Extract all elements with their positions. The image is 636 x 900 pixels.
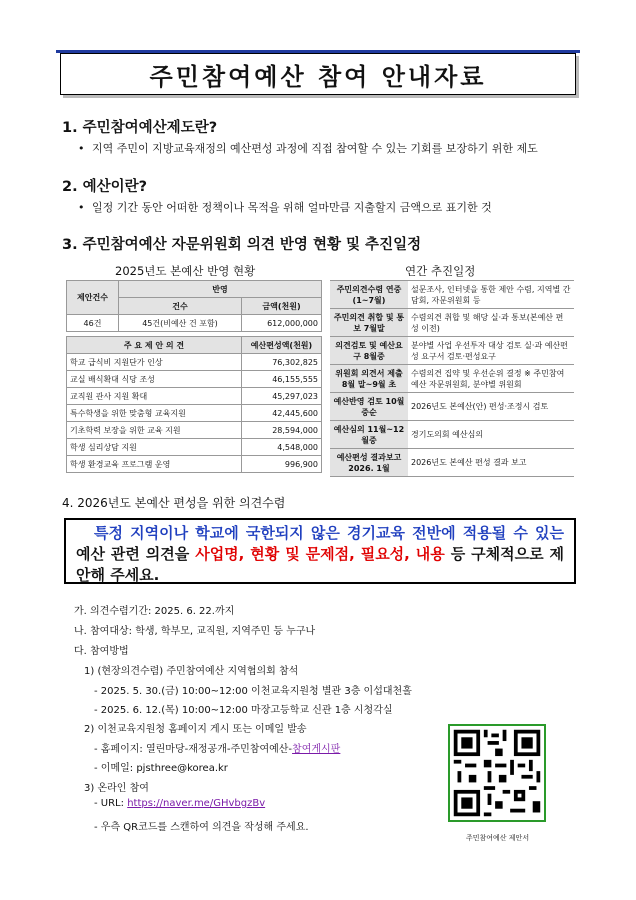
- section1-bullet-text: 지역 주민이 지방교육재정의 예산편성 과정에 직접 참여할 수 있는 기회를 보장하기 위한 제도: [92, 142, 538, 155]
- section1-heading: 1. 주민참여예산제도란?: [62, 120, 218, 136]
- url-prefix: - URL:: [94, 798, 128, 809]
- schedule-row: [330, 393, 574, 421]
- summary-col-group: 반영: [119, 281, 322, 298]
- callout-box: [64, 518, 576, 584]
- method3-line: 3) 온라인 참여: [84, 783, 149, 794]
- page-title: 주민참여예산 참여 안내자료: [149, 62, 487, 91]
- item-name: 학교 급식비 지원단가 인상: [67, 354, 242, 371]
- schedule-row: [330, 421, 574, 449]
- table-row: [67, 405, 322, 422]
- method1b-line: - 2025. 6. 12.(목) 10:00~12:00 마장고등학교 신관 1층 시청각실: [94, 705, 393, 716]
- schedule-table: [330, 280, 574, 477]
- period-line: 가. 의견수렴기간: 2025. 6. 22.까지: [74, 606, 235, 617]
- qr-code-graphic: [450, 726, 544, 820]
- qr-caption: 주민참여예산 제안서: [466, 834, 530, 842]
- section1-bullet: • 지역 주민이 지방교육재정의 예산편성 과정에 직접 참여할 수 있는 기회를 보장하기 위한 제도: [78, 142, 538, 155]
- right-table-title: 연간 추진일정: [405, 264, 476, 278]
- url-link[interactable]: https://naver.me/GHvbgzBv: [127, 798, 266, 809]
- schedule-row: [330, 337, 574, 365]
- summary-col-reflected: 건수: [119, 298, 242, 315]
- title-box: [60, 53, 576, 95]
- item-name: 학생 환경교육 프로그램 운영: [67, 456, 242, 473]
- board-link[interactable]: 참여게시판: [292, 744, 341, 755]
- schedule-label: 예산반영 검토 10월 중순: [330, 393, 408, 421]
- table-row: [67, 439, 322, 456]
- schedule-label: 의견검토 및 예산요구 8월중: [330, 337, 408, 365]
- schedule-label: 예산심의 11월~12월중: [330, 421, 408, 449]
- schedule-row: [330, 309, 574, 337]
- method1a-line: - 2025. 5. 30.(금) 10:00~12:00 이천교육지원청 별관 3층 이섭대천홀: [94, 686, 412, 697]
- item-amount: 28,594,000: [242, 422, 322, 439]
- schedule-row: [330, 281, 574, 309]
- url-line: [94, 798, 265, 809]
- callout-part-3: 사업명, 현황 및 문제점, 필요성, 내용: [195, 545, 445, 563]
- method1-line: 1) (현장의견수렴) 주민참여예산 지역협의회 참석: [84, 666, 299, 677]
- summary-col-count: 제안건수: [67, 281, 119, 315]
- schedule-desc: 2026년도 본예산 편성 결과 보고: [408, 449, 574, 477]
- schedule-desc: 수렴의견 취합 및 해당 실·과 통보(본예산 편성 이전): [408, 309, 574, 337]
- item-name: 학생 심리상담 지원: [67, 439, 242, 456]
- section3-heading: 3. 주민참여예산 자문위원회 의견 반영 현황 및 추진일정: [62, 237, 422, 253]
- target-line: 나. 참여대상: 학생, 학부모, 교직원, 지역주민 등 누구나: [74, 626, 316, 637]
- callout-part-2: 예산 관련 의견을: [76, 545, 196, 563]
- section2-heading: 2. 예산이란?: [62, 179, 148, 195]
- table-row: [67, 354, 322, 371]
- left-table-title: 2025년도 본예산 반영 현황: [115, 264, 256, 278]
- schedule-label: 주민의견수렴 연중(1~7월): [330, 281, 408, 309]
- homepage-line: [94, 740, 340, 755]
- schedule-desc: 2026년도 본예산(안) 편성·조정시 검토: [408, 393, 574, 421]
- callout-part-4: 등 구체적으로 제안해 주세요.: [76, 545, 564, 584]
- method2-line: 2) 이천교육지원청 홈페이지 게시 또는 이메일 발송: [84, 724, 307, 735]
- qr-code[interactable]: [448, 724, 546, 822]
- item-amount: 4,548,000: [242, 439, 322, 456]
- summary-val-reflected: 45건(비예산 건 포함): [119, 315, 242, 332]
- items-header-name: 주 요 제 안 의 견: [67, 337, 242, 354]
- item-amount: 42,445,600: [242, 405, 322, 422]
- homepage-prefix: - 홈페이지: 열린마당-재정공개-주민참여예산-: [94, 744, 293, 755]
- schedule-row: [330, 449, 574, 477]
- schedule-label: 예산편성 결과보고 2026. 1월: [330, 449, 408, 477]
- callout-part-1: 특정 지역이나 학교에 국한되지 않은 경기교육 전반에 적용될 수 있는: [94, 524, 564, 542]
- item-amount: 76,302,825: [242, 354, 322, 371]
- summary-val-count: 46건: [67, 315, 119, 332]
- items-table: [66, 336, 322, 473]
- schedule-row: [330, 365, 574, 393]
- item-name: 특수학생을 위한 맞춤형 교육지원: [67, 405, 242, 422]
- table-row: [67, 422, 322, 439]
- email-line: - 이메일: pjsthree@korea.kr: [94, 763, 228, 774]
- schedule-desc: 경기도의회 예산심의: [408, 421, 574, 449]
- item-amount: 996,900: [242, 456, 322, 473]
- schedule-desc: 설문조사, 인터넷을 통한 제안 수렴, 지역별 간담회, 자문위원회 등: [408, 281, 574, 309]
- schedule-label: 위원회 의견서 제출 8월 말~9월 초: [330, 365, 408, 393]
- item-name: 교실 배식확대 식당 조성: [67, 371, 242, 388]
- summary-col-amount: 금액(천원): [242, 298, 322, 315]
- item-amount: 46,155,555: [242, 371, 322, 388]
- schedule-desc: 분야별 사업 우선투자 대상 검토 실·과 예산편성 요구서 검토·편성요구: [408, 337, 574, 365]
- summary-val-amount: 612,000,000: [242, 315, 322, 332]
- schedule-label: 주민의견 취합 및 통보 7월말: [330, 309, 408, 337]
- table-row: [67, 388, 322, 405]
- section4-heading: 4. 2026년도 본예산 편성을 위한 의견수렴: [62, 496, 286, 510]
- method-line: 다. 참여방법: [74, 646, 129, 657]
- table-row: [67, 371, 322, 388]
- summary-table: [66, 280, 322, 332]
- item-name: 기초학력 보장을 위한 교육 지원: [67, 422, 242, 439]
- table-row: [67, 456, 322, 473]
- items-header-amount: 예산편성액(천원): [242, 337, 322, 354]
- item-amount: 45,297,023: [242, 388, 322, 405]
- qr-instruction-line: - 우측 QR코드를 스캔하여 의견을 작성해 주세요.: [94, 822, 309, 833]
- section2-bullet-text: 일정 기간 동안 어떠한 정책이나 목적을 위해 얼마만큼 지출할지 금액으로 표기한 것: [92, 201, 492, 214]
- section2-bullet: • 일정 기간 동안 어떠한 정책이나 목적을 위해 얼마만큼 지출할지 금액으로 표기한 것: [78, 201, 492, 214]
- item-name: 교직원 관사 지원 확대: [67, 388, 242, 405]
- schedule-desc: 수렴의견 집약 및 우선순위 결정 ※ 주민참여예산 자문위원회, 분야별 위원회: [408, 365, 574, 393]
